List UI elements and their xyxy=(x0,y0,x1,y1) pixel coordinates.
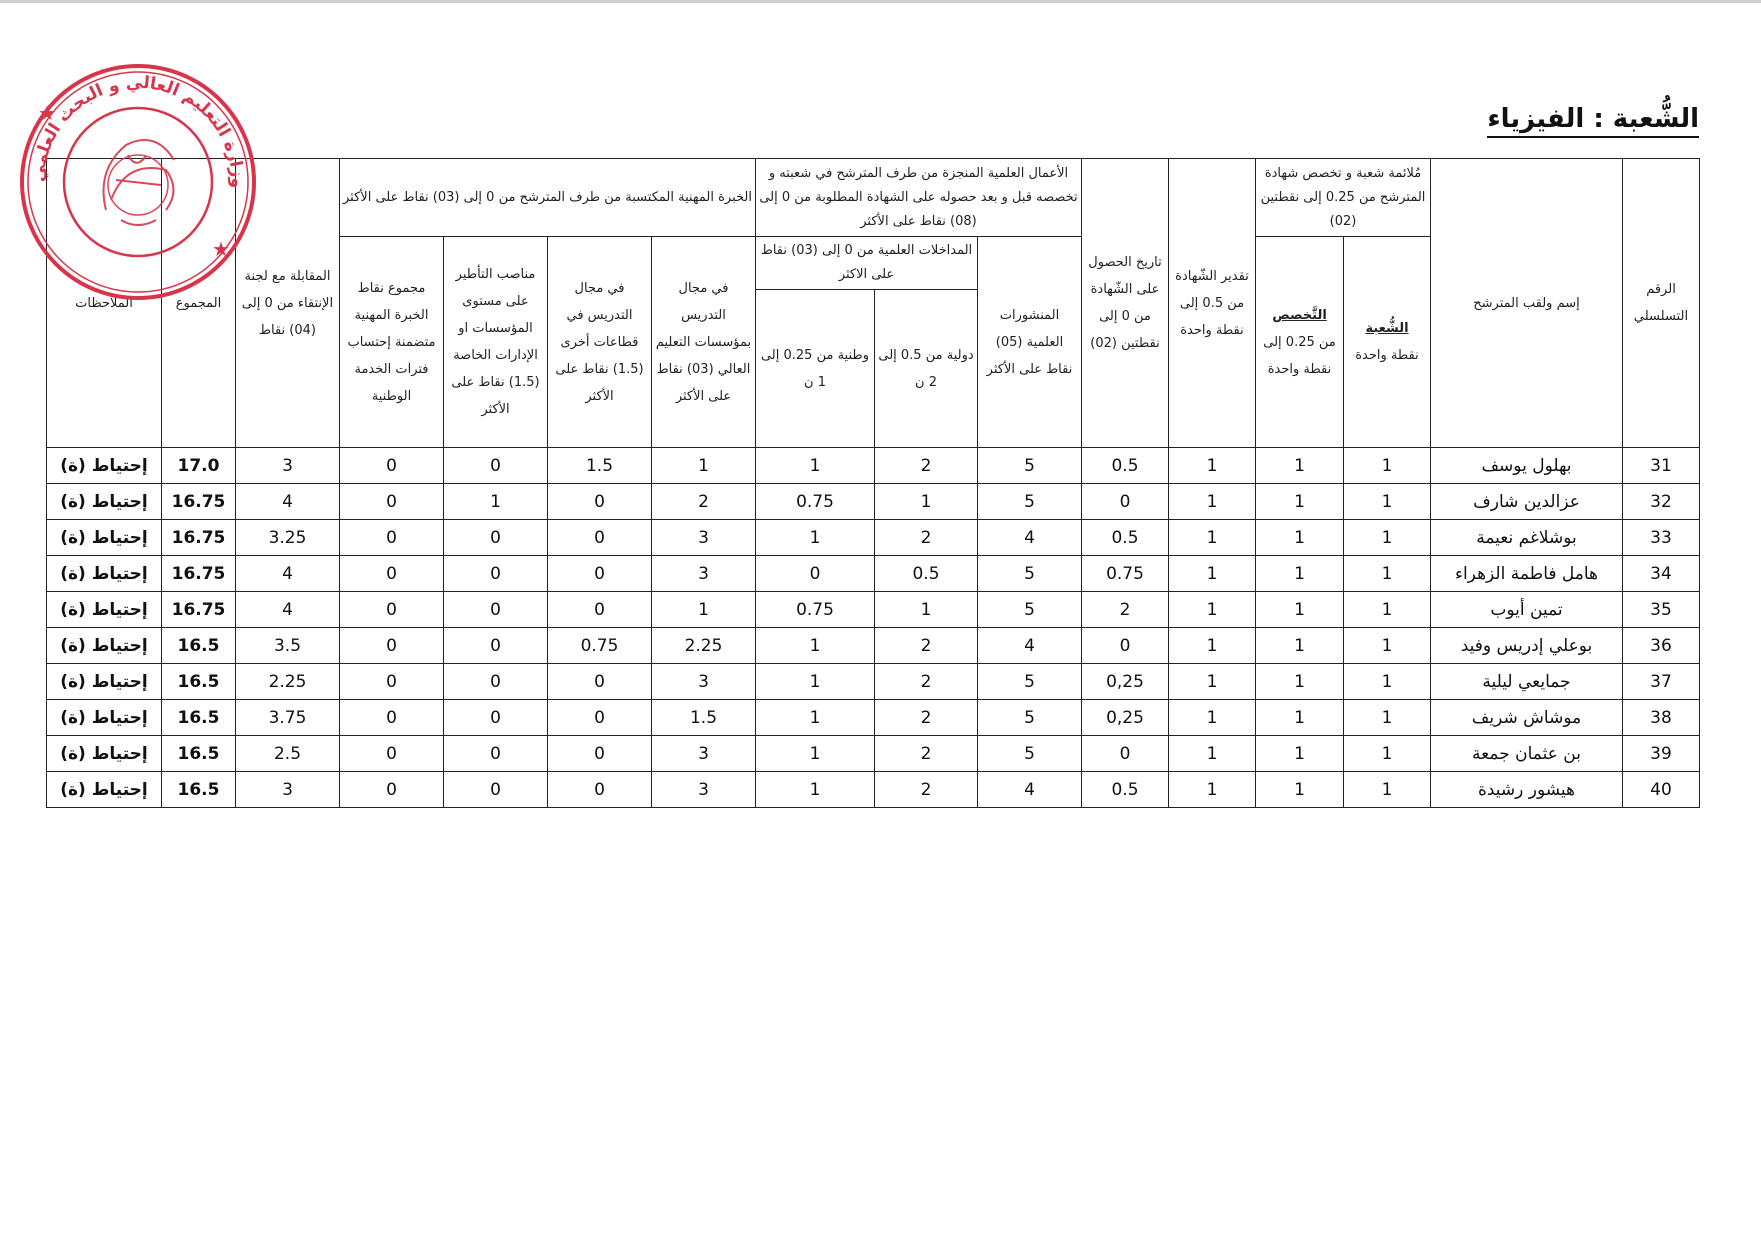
cell-serial: 35 xyxy=(1623,592,1700,628)
header-other-sectors: في مجال التدريس في قطاعات أخرى (1.5) نقاط على الأكثر xyxy=(548,237,652,448)
cell-branch: 1 xyxy=(1344,664,1431,700)
cell-serial: 34 xyxy=(1623,556,1700,592)
cell-natl: 1 xyxy=(756,700,875,736)
cell-superv: 0 xyxy=(444,448,548,484)
cell-service: 0 xyxy=(340,520,444,556)
header-branch-label: الشُّعبة xyxy=(1365,321,1409,336)
cell-interview: 3 xyxy=(236,772,340,808)
cell-intl: 2 xyxy=(875,520,978,556)
cell-superv: 0 xyxy=(444,592,548,628)
cell-pubs: 5 xyxy=(978,664,1082,700)
cell-name: جمايعي ليلية xyxy=(1431,664,1623,700)
table-row xyxy=(47,484,1700,520)
cell-spec: 1 xyxy=(1256,772,1344,808)
cell-date: 0,25 xyxy=(1082,700,1169,736)
cell-interview: 3 xyxy=(236,448,340,484)
cell-intl: 2 xyxy=(875,628,978,664)
cell-name: بن عثمان جمعة xyxy=(1431,736,1623,772)
table-row xyxy=(47,520,1700,556)
cell-total: 16.75 xyxy=(162,556,236,592)
table-row xyxy=(47,736,1700,772)
table-row xyxy=(47,448,1700,484)
cell-natl: 1 xyxy=(756,628,875,664)
header-date: تاريخ الحصول على الشّهادة من 0 إلى نقطتين (02) xyxy=(1082,159,1169,448)
page-top-edge xyxy=(0,0,1761,3)
header-match-group: مُلائمة شعبة و تخصص شهادة المترشح من 0.25 إلى نقطتين (02) xyxy=(1256,159,1431,237)
header-grade: تقدير الشّهادة من 0.5 إلى نقطة واحدة xyxy=(1169,159,1256,448)
cell-superv: 1 xyxy=(444,484,548,520)
cell-name: بهلول يوسف xyxy=(1431,448,1623,484)
header-spec xyxy=(1256,237,1344,448)
cell-total: 16.75 xyxy=(162,592,236,628)
cell-branch: 1 xyxy=(1344,556,1431,592)
cell-superv: 0 xyxy=(444,664,548,700)
cell-intl: 2 xyxy=(875,772,978,808)
cell-superv: 0 xyxy=(444,772,548,808)
cell-other: 0 xyxy=(548,556,652,592)
cell-pubs: 4 xyxy=(978,628,1082,664)
cell-service: 0 xyxy=(340,592,444,628)
cell-total: 17.0 xyxy=(162,448,236,484)
header-supervision: مناصب التأطير على مستوى المؤسسات او الإدارات الخاصة (1.5) نقاط على الأكثر xyxy=(444,237,548,448)
cell-other: 1.5 xyxy=(548,448,652,484)
cell-spec: 1 xyxy=(1256,664,1344,700)
cell-natl: 1 xyxy=(756,736,875,772)
cell-natl: 0 xyxy=(756,556,875,592)
cell-note: إحتياط (ة) xyxy=(47,448,162,484)
cell-total: 16.5 xyxy=(162,664,236,700)
cell-higher: 3 xyxy=(652,736,756,772)
cell-other: 0 xyxy=(548,700,652,736)
cell-superv: 0 xyxy=(444,700,548,736)
stamp-text: وزارة التعليم العالي و البحث العلمي xyxy=(28,72,248,189)
cell-date: 0 xyxy=(1082,736,1169,772)
header-spec-points: من 0.25 إلى نقطة واحدة xyxy=(1263,334,1336,377)
cell-name: عزالدين شارف xyxy=(1431,484,1623,520)
cell-service: 0 xyxy=(340,484,444,520)
header-experience-group: الخبرة المهنية المكتسبة من طرف المترشح من 0 إلى (03) نقاط على الأكثر xyxy=(340,159,756,237)
cell-serial: 31 xyxy=(1623,448,1700,484)
cell-higher: 1.5 xyxy=(652,700,756,736)
cell-date: 0 xyxy=(1082,484,1169,520)
cell-spec: 1 xyxy=(1256,592,1344,628)
cell-total: 16.5 xyxy=(162,700,236,736)
cell-serial: 39 xyxy=(1623,736,1700,772)
header-total: المجموع xyxy=(162,159,236,448)
cell-name: هامل فاطمة الزهراء xyxy=(1431,556,1623,592)
cell-natl: 1 xyxy=(756,664,875,700)
cell-spec: 1 xyxy=(1256,700,1344,736)
cell-note: إحتياط (ة) xyxy=(47,520,162,556)
header-conferences-group: المداخلات العلمية من 0 إلى (03) نقاط على الاكثر xyxy=(756,237,978,290)
cell-intl: 2 xyxy=(875,736,978,772)
header-name: إسم ولقب المترشح xyxy=(1431,159,1623,448)
cell-branch: 1 xyxy=(1344,700,1431,736)
cell-grade: 1 xyxy=(1169,736,1256,772)
cell-higher: 3 xyxy=(652,520,756,556)
cell-intl: 2 xyxy=(875,448,978,484)
cell-date: 0 xyxy=(1082,628,1169,664)
cell-note: إحتياط (ة) xyxy=(47,484,162,520)
cell-interview: 2.5 xyxy=(236,736,340,772)
cell-name: بوشلاغم نعيمة xyxy=(1431,520,1623,556)
page-title: الشُّعبة : الفيزياء xyxy=(1487,104,1699,138)
cell-superv: 0 xyxy=(444,736,548,772)
cell-other: 0.75 xyxy=(548,628,652,664)
cell-date: 0,25 xyxy=(1082,664,1169,700)
cell-intl: 1 xyxy=(875,592,978,628)
cell-other: 0 xyxy=(548,520,652,556)
cell-higher: 2.25 xyxy=(652,628,756,664)
cell-note: إحتياط (ة) xyxy=(47,628,162,664)
cell-grade: 1 xyxy=(1169,700,1256,736)
cell-branch: 1 xyxy=(1344,772,1431,808)
cell-interview: 3.25 xyxy=(236,520,340,556)
cell-spec: 1 xyxy=(1256,736,1344,772)
cell-serial: 38 xyxy=(1623,700,1700,736)
table-row xyxy=(47,628,1700,664)
cell-natl: 1 xyxy=(756,520,875,556)
cell-interview: 3.75 xyxy=(236,700,340,736)
header-international: دولية من 0.5 إلى 2 ن xyxy=(875,290,978,448)
cell-total: 16.75 xyxy=(162,520,236,556)
cell-serial: 40 xyxy=(1623,772,1700,808)
cell-grade: 1 xyxy=(1169,772,1256,808)
cell-pubs: 5 xyxy=(978,448,1082,484)
cell-service: 0 xyxy=(340,664,444,700)
cell-spec: 1 xyxy=(1256,556,1344,592)
cell-total: 16.75 xyxy=(162,484,236,520)
header-branch-points: نقطة واحدة xyxy=(1355,348,1419,363)
cell-service: 0 xyxy=(340,556,444,592)
cell-service: 0 xyxy=(340,700,444,736)
header-branch xyxy=(1344,237,1431,448)
cell-date: 0.75 xyxy=(1082,556,1169,592)
cell-grade: 1 xyxy=(1169,484,1256,520)
cell-branch: 1 xyxy=(1344,628,1431,664)
table-row xyxy=(47,772,1700,808)
cell-superv: 0 xyxy=(444,520,548,556)
cell-branch: 1 xyxy=(1344,592,1431,628)
cell-other: 0 xyxy=(548,484,652,520)
cell-grade: 1 xyxy=(1169,448,1256,484)
cell-date: 0.5 xyxy=(1082,520,1169,556)
cell-higher: 3 xyxy=(652,556,756,592)
cell-spec: 1 xyxy=(1256,628,1344,664)
cell-note: إحتياط (ة) xyxy=(47,736,162,772)
cell-grade: 1 xyxy=(1169,592,1256,628)
cell-serial: 33 xyxy=(1623,520,1700,556)
cell-date: 0.5 xyxy=(1082,772,1169,808)
cell-name: بوعلي إدريس وفيد xyxy=(1431,628,1623,664)
table-row xyxy=(47,700,1700,736)
header-national-service: مجموع نقاط الخبرة المهنية متضمنة إحتساب فترات الخدمة الوطنية xyxy=(340,237,444,448)
cell-pubs: 4 xyxy=(978,520,1082,556)
cell-branch: 1 xyxy=(1344,484,1431,520)
cell-intl: 1 xyxy=(875,484,978,520)
table-row xyxy=(47,664,1700,700)
cell-name: تمين أيوب xyxy=(1431,592,1623,628)
header-notes: الملاحظات xyxy=(47,159,162,448)
cell-name: موشاش شريف xyxy=(1431,700,1623,736)
cell-grade: 1 xyxy=(1169,628,1256,664)
cell-other: 0 xyxy=(548,736,652,772)
cell-intl: 2 xyxy=(875,700,978,736)
cell-intl: 2 xyxy=(875,664,978,700)
cell-other: 0 xyxy=(548,592,652,628)
cell-grade: 1 xyxy=(1169,520,1256,556)
cell-interview: 4 xyxy=(236,556,340,592)
cell-intl: 0.5 xyxy=(875,556,978,592)
cell-natl: 1 xyxy=(756,772,875,808)
cell-branch: 1 xyxy=(1344,448,1431,484)
cell-spec: 1 xyxy=(1256,448,1344,484)
cell-note: إحتياط (ة) xyxy=(47,664,162,700)
cell-higher: 2 xyxy=(652,484,756,520)
cell-date: 2 xyxy=(1082,592,1169,628)
cell-spec: 1 xyxy=(1256,484,1344,520)
cell-pubs: 5 xyxy=(978,736,1082,772)
cell-total: 16.5 xyxy=(162,628,236,664)
cell-pubs: 5 xyxy=(978,592,1082,628)
header-serial: الرقم التسلسلي xyxy=(1623,159,1700,448)
stamp-star-icon: ★ xyxy=(38,101,56,125)
cell-higher: 3 xyxy=(652,772,756,808)
cell-other: 0 xyxy=(548,772,652,808)
cell-serial: 36 xyxy=(1623,628,1700,664)
cell-serial: 37 xyxy=(1623,664,1700,700)
cell-interview: 4 xyxy=(236,592,340,628)
cell-higher: 1 xyxy=(652,592,756,628)
cell-note: إحتياط (ة) xyxy=(47,592,162,628)
cell-note: إحتياط (ة) xyxy=(47,556,162,592)
official-stamp xyxy=(16,60,260,304)
header-interview: المقابلة مع لجنة الإنتقاء من 0 إلى (04) نقاط xyxy=(236,159,340,448)
cell-branch: 1 xyxy=(1344,520,1431,556)
cell-interview: 4 xyxy=(236,484,340,520)
cell-date: 0.5 xyxy=(1082,448,1169,484)
cell-grade: 1 xyxy=(1169,664,1256,700)
cell-superv: 0 xyxy=(444,556,548,592)
cell-natl: 1 xyxy=(756,448,875,484)
cell-pubs: 5 xyxy=(978,556,1082,592)
table-row xyxy=(47,592,1700,628)
header-higher-edu: في مجال التدريس بمؤسسات التعليم العالي (03) نقاط على الأكثر xyxy=(652,237,756,448)
cell-pubs: 5 xyxy=(978,700,1082,736)
cell-total: 16.5 xyxy=(162,736,236,772)
cell-service: 0 xyxy=(340,772,444,808)
header-spec-label: التَّخصص xyxy=(1272,307,1327,323)
candidates-table xyxy=(46,158,1700,808)
cell-natl: 0.75 xyxy=(756,592,875,628)
cell-service: 0 xyxy=(340,448,444,484)
header-publications: المنشورات العلمية (05) نقاط على الأكثر xyxy=(978,237,1082,448)
cell-branch: 1 xyxy=(1344,736,1431,772)
cell-higher: 1 xyxy=(652,448,756,484)
cell-pubs: 5 xyxy=(978,484,1082,520)
cell-spec: 1 xyxy=(1256,520,1344,556)
cell-natl: 0.75 xyxy=(756,484,875,520)
stamp-star-icon-2: ★ xyxy=(212,237,230,261)
cell-name: هيشور رشيدة xyxy=(1431,772,1623,808)
cell-interview: 2.25 xyxy=(236,664,340,700)
cell-interview: 3.5 xyxy=(236,628,340,664)
header-research-group: الأعمال العلمية المنجزة من طرف المترشح في شعبته و تخصصه قبل و بعد حصوله على الشهادة المطلوبة من 0 إلى (08) نقاط على الأكثر xyxy=(756,159,1082,237)
table-body xyxy=(47,448,1700,808)
table-row xyxy=(47,556,1700,592)
cell-note: إحتياط (ة) xyxy=(47,700,162,736)
header-national: وطنية من 0.25 إلى 1 ن xyxy=(756,290,875,448)
cell-superv: 0 xyxy=(444,628,548,664)
cell-pubs: 4 xyxy=(978,772,1082,808)
cell-service: 0 xyxy=(340,628,444,664)
cell-serial: 32 xyxy=(1623,484,1700,520)
cell-other: 0 xyxy=(548,664,652,700)
cell-note: إحتياط (ة) xyxy=(47,772,162,808)
cell-total: 16.5 xyxy=(162,772,236,808)
cell-higher: 3 xyxy=(652,664,756,700)
cell-service: 0 xyxy=(340,736,444,772)
cell-grade: 1 xyxy=(1169,556,1256,592)
stamp-emblem-icon xyxy=(104,140,175,225)
